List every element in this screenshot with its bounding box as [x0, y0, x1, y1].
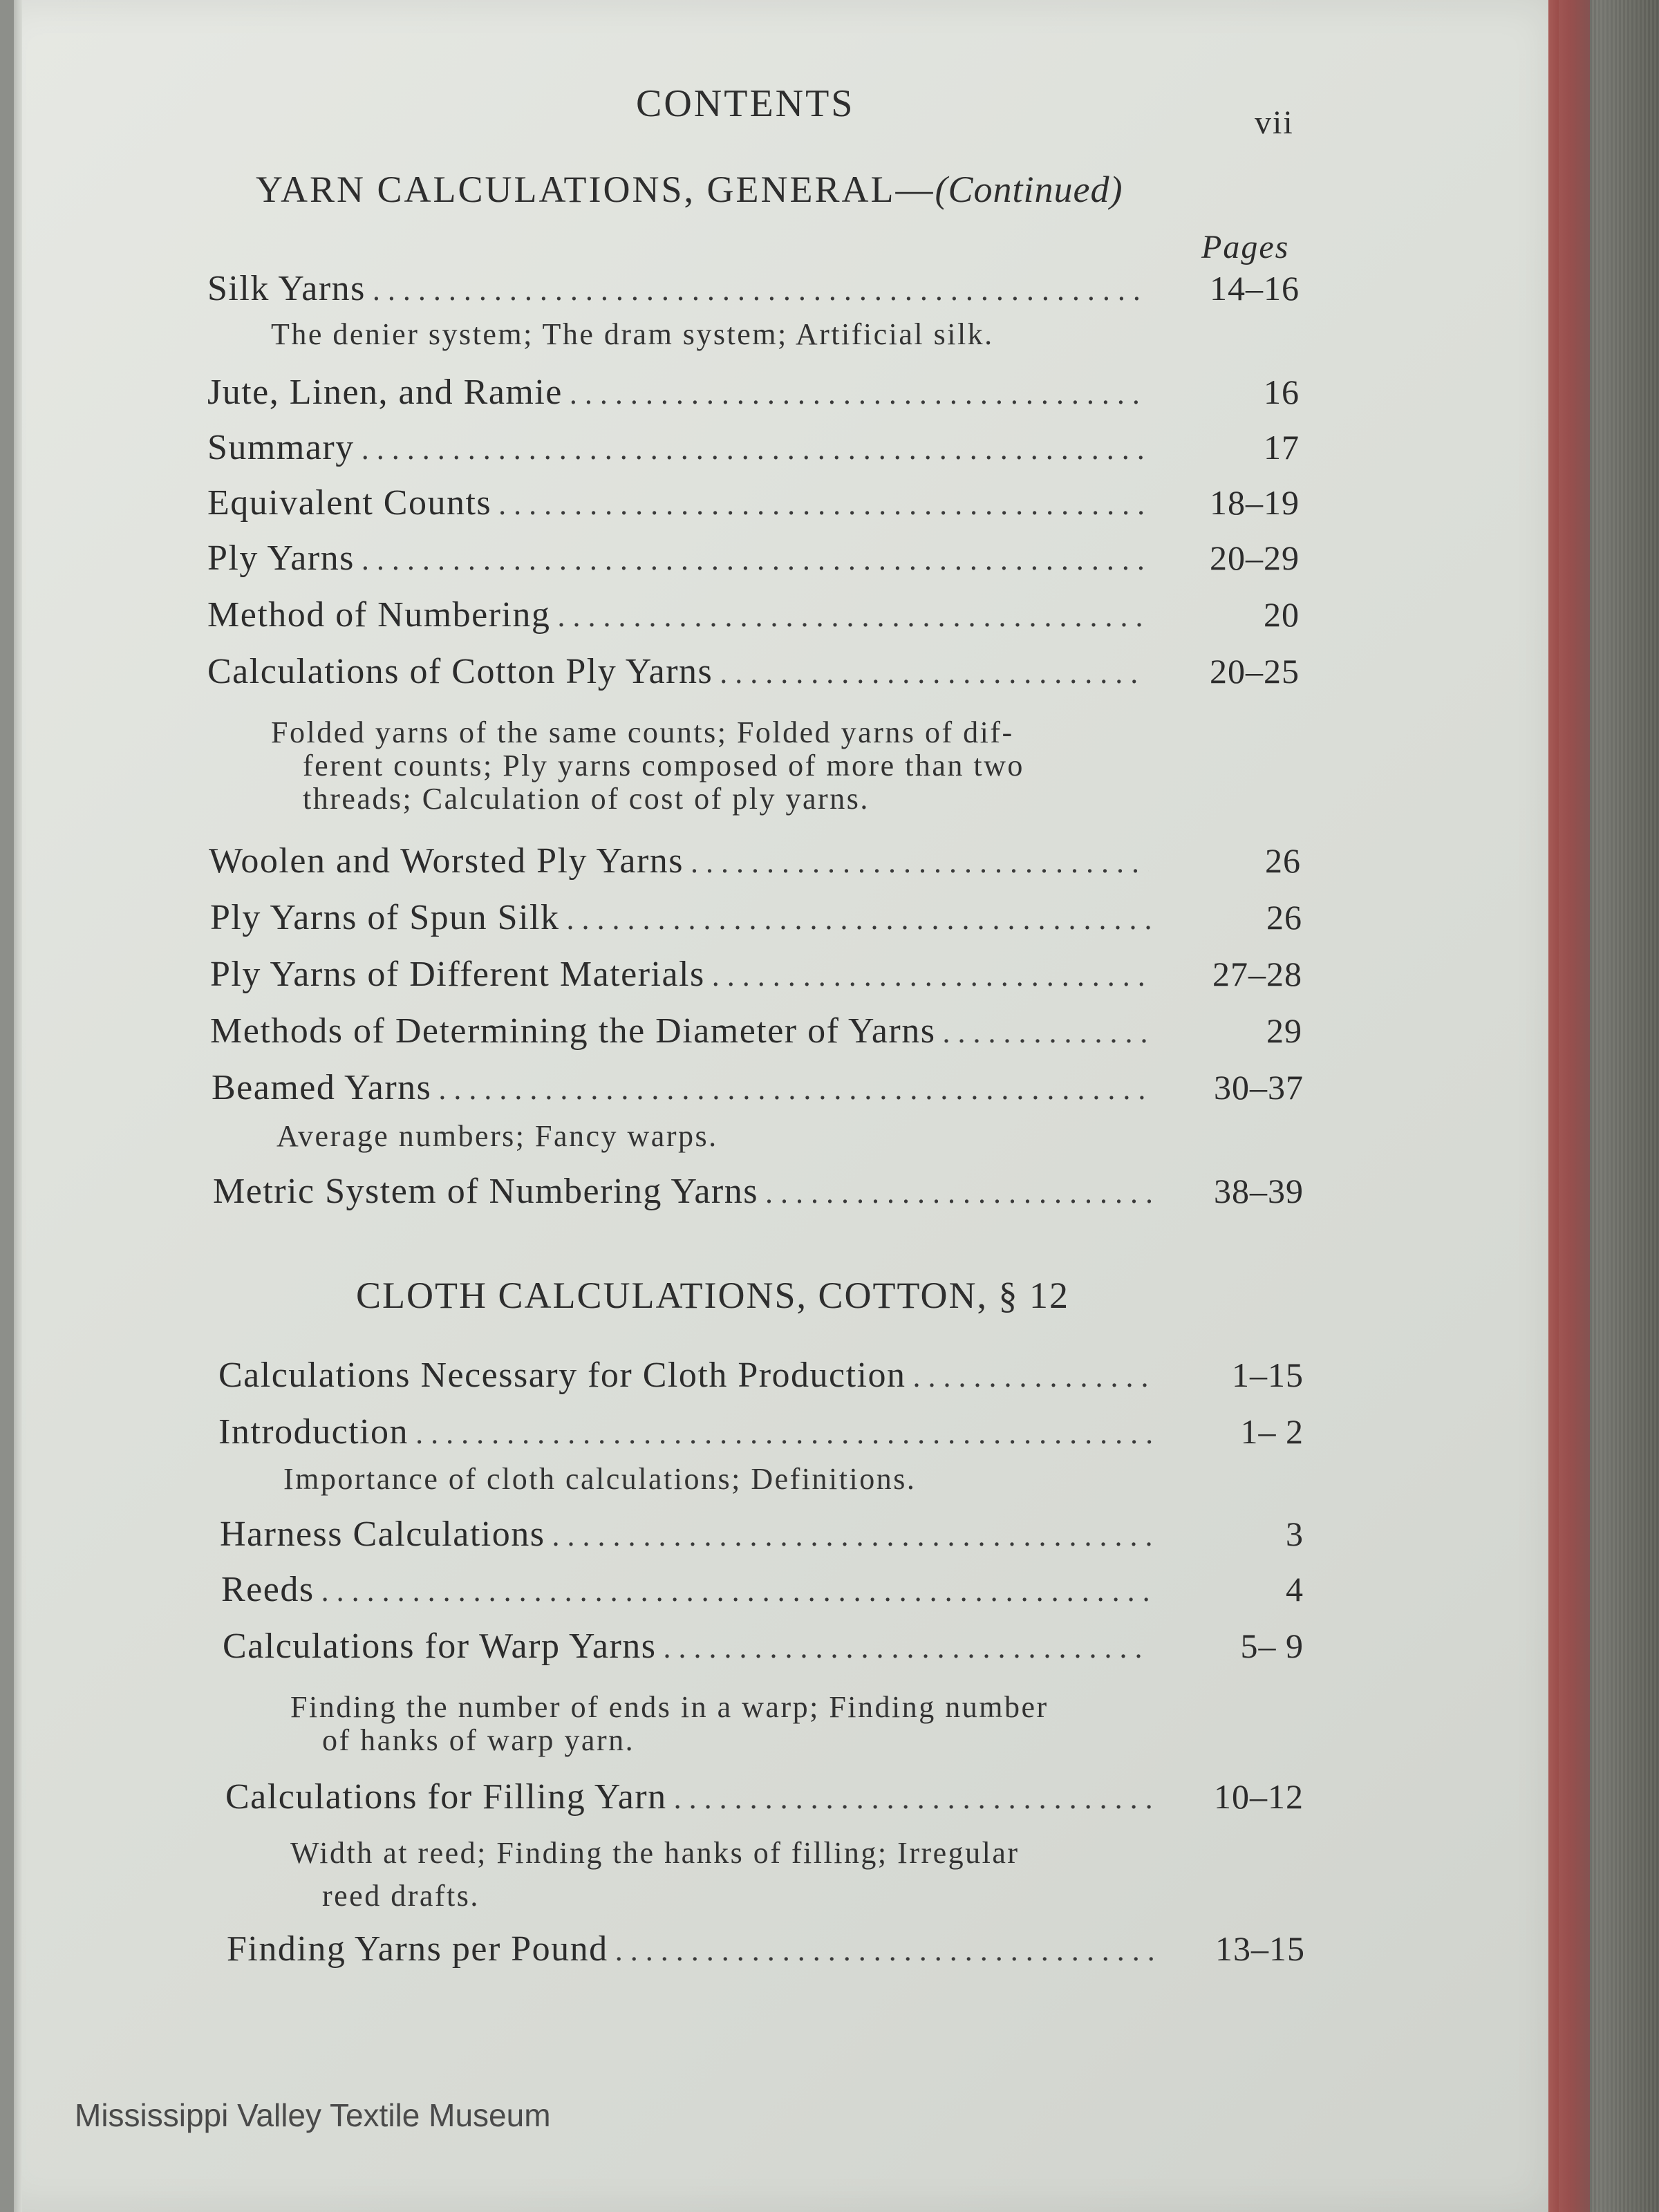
toc-entry-title: Finding Yarns per Pound: [227, 1929, 608, 1969]
toc-entry-title: Reeds: [221, 1570, 315, 1609]
toc-entry: [212, 1067, 1304, 1108]
leader-dots: [942, 1015, 1150, 1050]
leader-dots: [498, 487, 1147, 522]
toc-entry-pages: 20–29: [1210, 538, 1300, 577]
toc-entry: [207, 268, 1300, 309]
description-line: Average numbers; Fancy warps.: [276, 1119, 718, 1153]
toc-entry: [220, 1514, 1304, 1555]
leader-dots: [557, 599, 1147, 634]
description-line: Width at reed; Finding the hanks of filling; Irregular: [290, 1836, 1020, 1870]
toc-entry-title: Summary: [207, 428, 355, 467]
toc-entry-title: Beamed Yarns: [212, 1068, 432, 1107]
leader-dots: [321, 1573, 1152, 1609]
toc-entry: [213, 1171, 1304, 1212]
toc-entry: [207, 651, 1300, 692]
leader-dots: [373, 272, 1147, 308]
toc-entry: [218, 1412, 1304, 1452]
toc-entry-pages: 5– 9: [1240, 1627, 1304, 1665]
section-heading-cloth: CLOTH CALCULATIONS, COTTON, § 12: [356, 1275, 1069, 1316]
toc-entry: [207, 594, 1300, 635]
toc-entry-pages: 14–16: [1210, 269, 1300, 308]
description-line: Folded yarns of the same counts; Folded yarns of dif-: [271, 715, 1014, 749]
toc-entry-pages: 13–15: [1215, 1929, 1305, 1968]
description-line: Finding the number of ends in a warp; Finding number: [290, 1690, 1049, 1724]
toc-entry-title: Introduction: [218, 1412, 409, 1452]
toc-entry-title: Ply Yarns of Spun Silk: [210, 898, 560, 937]
toc-entry-pages: 1– 2: [1240, 1412, 1304, 1451]
toc-entry: [223, 1626, 1304, 1667]
toc-entry-description: [283, 1463, 916, 1496]
plastic-sleeve: [1559, 0, 1659, 2212]
toc-entry: [207, 482, 1300, 523]
toc-entry-title: Calculations of Cotton Ply Yarns: [207, 652, 713, 691]
toc-entry: [210, 1011, 1302, 1051]
toc-entry: [210, 897, 1302, 938]
toc-entry-pages: 1–15: [1232, 1356, 1304, 1394]
leader-dots: [765, 1175, 1152, 1210]
toc-entry: [207, 538, 1300, 579]
leader-dots: [552, 1518, 1152, 1553]
leader-dots: [720, 655, 1147, 691]
leader-dots: [691, 845, 1149, 880]
toc-entry-pages: 26: [1266, 898, 1302, 937]
toc-entry-description: [290, 1691, 1049, 1757]
toc-entry-title: Calculations for Filling Yarn: [225, 1777, 667, 1817]
running-head: CONTENTS: [636, 82, 855, 125]
leader-dots: [362, 542, 1147, 577]
toc-entry-description: [276, 1120, 718, 1153]
toc-entry-description: [290, 1832, 1020, 1918]
toc-entry-pages: 29: [1266, 1011, 1302, 1050]
toc-entry-pages: 26: [1265, 841, 1301, 880]
leader-dots: [674, 1781, 1152, 1816]
toc-entry-title: Calculations for Warp Yarns: [223, 1627, 657, 1666]
toc-entry-title: Jute, Linen, and Ramie: [207, 373, 563, 412]
toc-entry-pages: 4: [1286, 1570, 1304, 1609]
toc-entry-title: Silk Yarns: [207, 269, 366, 308]
section-heading-yarn: [256, 168, 1123, 211]
leader-dots: [615, 1933, 1153, 1968]
toc-entry-title: Metric System of Numbering Yarns: [213, 1172, 758, 1211]
toc-entry-pages: 20: [1264, 595, 1300, 634]
leader-dots: [362, 431, 1147, 467]
museum-watermark: Mississippi Valley Textile Museum: [75, 2097, 551, 2133]
toc-entry-pages: 20–25: [1210, 652, 1300, 691]
page-edge: [14, 0, 22, 2212]
toc-entry-description: [271, 716, 1024, 816]
description-line: The denier system; The dram system; Artificial silk.: [271, 317, 994, 351]
description-line: of hanks of warp yarn.: [322, 1723, 635, 1757]
pages-column-label: Pages: [1201, 229, 1290, 265]
toc-entry-title: Harness Calculations: [220, 1515, 545, 1554]
page-number: vii: [1255, 104, 1294, 141]
toc-entry-description: [271, 318, 994, 351]
toc-entry: [209, 841, 1301, 881]
description-line: Importance of cloth calculations; Definitions.: [283, 1462, 917, 1496]
toc-entry-pages: 30–37: [1214, 1068, 1304, 1107]
toc-entry: [225, 1777, 1304, 1817]
toc-entry-title: Ply Yarns: [207, 538, 355, 578]
toc-entry-pages: 27–28: [1212, 955, 1302, 993]
toc-entry-pages: 10–12: [1214, 1777, 1304, 1816]
toc-entry-pages: 3: [1286, 1515, 1304, 1553]
leader-dots: [415, 1416, 1152, 1451]
section-heading-yarn-text: YARN CALCULATIONS, GENERAL—: [256, 169, 935, 210]
description-line: reed drafts.: [322, 1879, 480, 1913]
toc-entry-title: Ply Yarns of Different Materials: [210, 955, 705, 994]
leader-dots: [438, 1071, 1152, 1107]
toc-entry: [218, 1355, 1304, 1396]
toc-entry: [221, 1569, 1304, 1610]
toc-entry-title: Method of Numbering: [207, 595, 551, 635]
toc-entry: [227, 1929, 1305, 1969]
leader-dots: [570, 376, 1147, 411]
toc-entry-title: Woolen and Worsted Ply Yarns: [209, 841, 684, 881]
toc-entry-title: Calculations Necessary for Cloth Production: [218, 1356, 906, 1395]
description-line: ferent counts; Ply yarns composed of more than two: [303, 749, 1024, 782]
toc-entry-title: Equivalent Counts: [207, 483, 492, 523]
toc-entry: [207, 372, 1300, 413]
toc-entry-pages: 18–19: [1210, 483, 1300, 522]
leader-dots: [712, 958, 1150, 993]
toc-entry-pages: 38–39: [1214, 1172, 1304, 1210]
toc-entry-title: Methods of Determining the Diameter of Yarns: [210, 1011, 936, 1051]
toc-entry: [207, 427, 1300, 468]
toc-entry-pages: 16: [1264, 373, 1300, 411]
leader-dots: [664, 1630, 1152, 1665]
section-heading-continued: (Continued): [935, 169, 1123, 210]
leader-dots: [566, 901, 1150, 937]
description-line: threads; Calculation of cost of ply yarns.: [303, 782, 870, 816]
toc-entry: [210, 954, 1302, 995]
leader-dots: [913, 1359, 1152, 1394]
toc-entry-pages: 17: [1264, 428, 1300, 467]
